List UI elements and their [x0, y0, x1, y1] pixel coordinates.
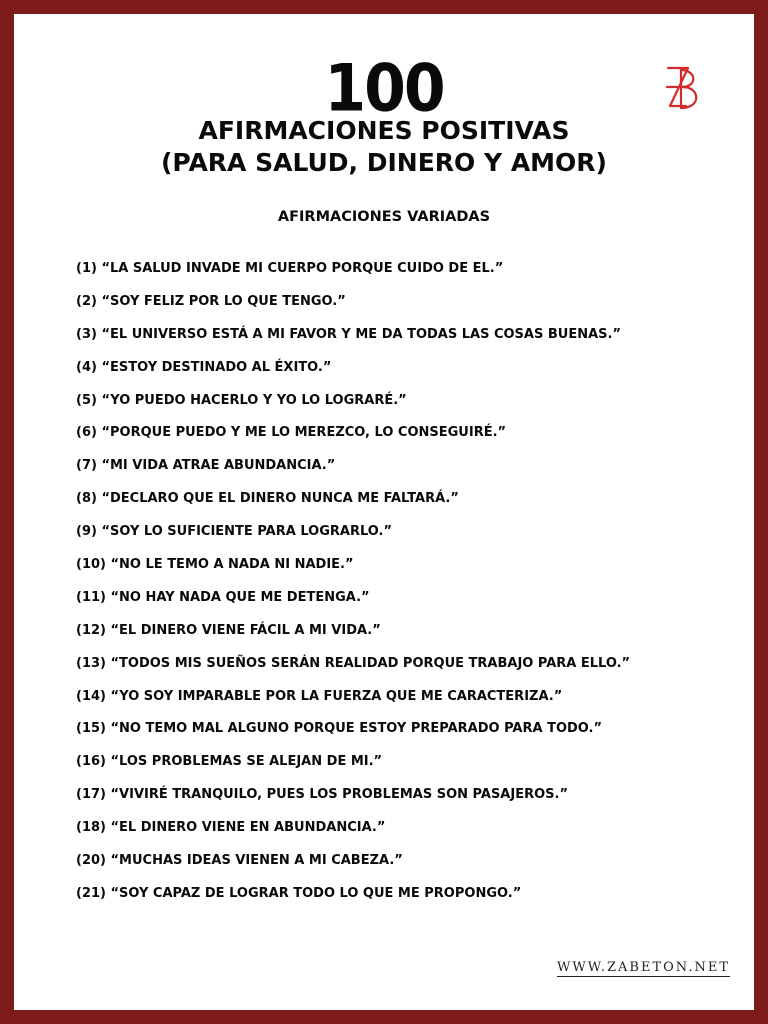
list-item: (14) “YO SOY IMPARABLE POR LA FUERZA QUE ME CARACTERIZA.” [76, 688, 563, 704]
list-item: (13) “TODOS MIS SUEÑOS SERÁN REALIDAD PORQUE TRABAJO PARA ELLO.” [76, 655, 631, 671]
list-item: (15) “NO TEMO MAL ALGUNO PORQUE ESTOY PREPARADO PARA TODO.” [76, 721, 603, 737]
list-item: (7) “MI VIDA ATRAE ABUNDANCIA.” [76, 458, 336, 474]
zb-logo-icon [664, 58, 708, 118]
list-item: (12) “EL DINERO VIENE FÁCIL A MI VIDA.” [76, 622, 381, 638]
list-item: (4) “ESTOY DESTINADO AL ÉXITO.” [76, 359, 332, 375]
website-link[interactable]: WWW.ZABETON.NET [557, 960, 730, 975]
list-item: (3) “EL UNIVERSO ESTÁ A MI FAVOR Y ME DA TODAS LAS COSAS BUENAS.” [76, 326, 622, 342]
headline-number: 100 [324, 51, 444, 127]
list-item: (5) “YO PUEDO HACERLO Y YO LO LOGRARÉ.” [76, 392, 407, 408]
list-item: (9) “SOY LO SUFICIENTE PARA LOGRARLO.” [76, 524, 393, 540]
list-item: (6) “PORQUE PUEDO Y ME LO MEREZCO, LO CONSEGUIRÉ.” [76, 425, 507, 441]
section-title: AFIRMACIONES VARIADAS [277, 209, 491, 225]
list-item: (20) “MUCHAS IDEAS VIENEN A MI CABEZA.” [76, 853, 403, 869]
list-item: (11) “NO HAY NADA QUE ME DETENGA.” [76, 589, 370, 605]
affirmations-list [76, 259, 736, 917]
list-item: (17) “VIVIRÉ TRANQUILO, PUES LOS PROBLEMAS SON PASAJEROS.” [76, 787, 568, 803]
list-item: (10) “NO LE TEMO A NADA NI NADIE.” [76, 557, 354, 573]
page-title-line-1: AFIRMACIONES POSITIVAS [198, 116, 570, 145]
list-item: (21) “SOY CAPAZ DE LOGRAR TODO LO QUE ME PROPONGO.” [76, 885, 522, 901]
page-title-line-2: (PARA SALUD, DINERO Y AMOR) [161, 148, 607, 177]
list-item: (2) “SOY FELIZ POR LO QUE TENGO.” [76, 293, 346, 309]
list-item: (1) “LA SALUD INVADE MI CUERPO PORQUE CUIDO DE EL.” [76, 261, 504, 276]
list-item: (18) “EL DINERO VIENE EN ABUNDANCIA.” [76, 820, 386, 836]
list-item: (16) “LOS PROBLEMAS SE ALEJAN DE MI.” [76, 754, 383, 770]
list-item: (8) “DECLARO QUE EL DINERO NUNCA ME FALTARÁ.” [76, 491, 459, 507]
